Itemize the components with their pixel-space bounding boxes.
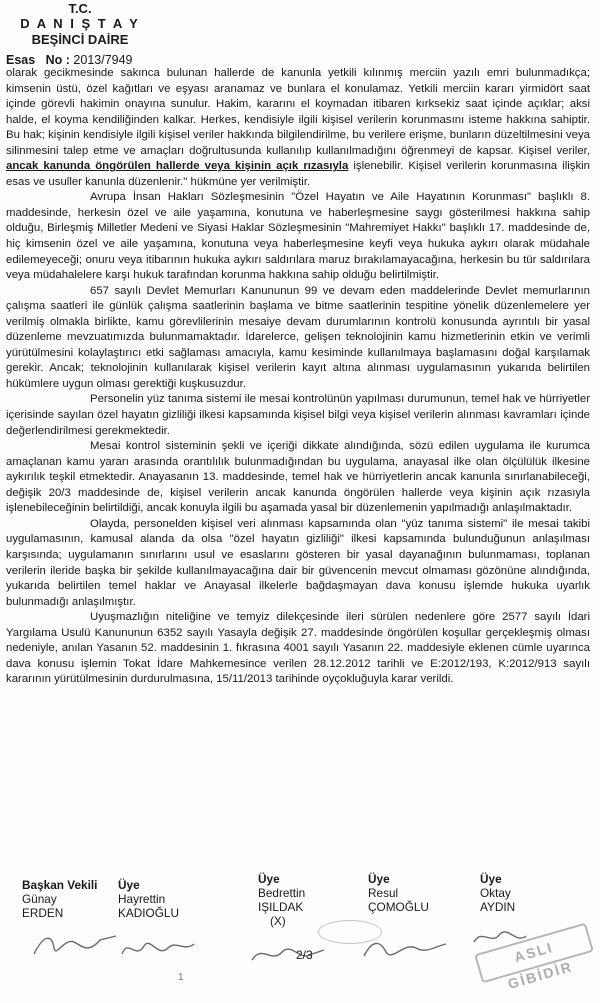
signature-first-name: Resul	[368, 886, 399, 900]
esas-label: Esas	[6, 53, 36, 67]
paragraph-2: Avrupa İnsan Hakları Sözleşmesinin "Özel Hayatın ve Aile Hayatının Korunması" başlıklı 8. maddesinde, herkesin özel ve aile yaşamına, konutuna ve haberleşmesine saygı gösterilmesi hakkına sahip olduğu, Birleşmiş Milletler Medeni ve Siyasi Haklar Sözleşmesinin "Mahremiyet Hakkı" başlıklı 17. maddesinde de, hiç kimsenin özel ve aile yaşamına, konutuna veya haberleşmesine keyfi veya hukuka aykırı olarak müdahale edilemeyeceği; onuru veya itibarının hukuka aykırı saldırılara maruz bırakılamayacağına, herkesin bu tür saldırılara veya müdahalelere karşı hukuk tarafından korunma hakkına sahip olduğu belirtilmiştir.	[6, 191, 590, 282]
signature-first-name: Oktay	[480, 886, 511, 900]
signature-first-name: Günay	[22, 892, 57, 906]
paragraph-1	[6, 66, 590, 190]
signature-last-name: ERDEN	[22, 906, 64, 920]
paragraph-4: Personelin yüz tanıma sistemi ile mesai kontrolünün yapılması durumunun, temel hak ve hürriyetler içerisinde sayılan özel hayatın gizliliği ilkesi kapsamında kişisel bilgi veya kişisel verilerin alınması kavramları içinde değerlendirilmesi gerekmektedir.	[6, 393, 590, 437]
paragraph-6: Olayda, personelden kişisel veri alınması kapsamında olan "yüz tanıma sistemi" ile mesai takibi uygulamasının, kamusal alanda da olsa "özel hayatın gizliliği" ilkesi kapsamında bulunduğunun anlaşılması karşısında; uygulamanın sınırlarını usul ve esaslarını gösteren bir yasal dayanağının bulunmaması, toplanan verilerin ileride başka bir şekilde kullanılmayacağına dair bir güvencenin mevcut olmaması gözönüne alındığında, yukarıda belirtilen temel haklar ve Anayasal ilkelerle bağdaşmayan dava konusu işlemde hukuka uyarlık bulunmadığı anlaşılmıştır.	[6, 517, 590, 608]
paragraph-7: Uyuşmazlığın niteliğine ve temyiz dilekçesinde ileri sürülen nedenlere göre 2577 sayılı İdari Yargılama Usulü Kanununun 6352 sayılı Yasayla değişik 27. maddesinde öngörülen koşullar gerçekleşmiş olması nedeniyle, anılan Yasanın 52. maddesinin 1. fıkrasına 4001 sayılı Yasanın 22. maddesiyle eklenen cümle uyarınca dava konusu işlemin Tokat İdare Mahkemesince verilen 28.12.2012 tarihli ve E:2012/193, K:2012/913 sayılı kararının yürütülmesinin durdurulmasına, 15/11/2013 tarihinde oyçokluğuyla karar verildi.	[6, 611, 590, 686]
court-seal	[318, 920, 382, 944]
signature-role: Üye	[118, 878, 140, 892]
signature-member-1	[118, 878, 179, 920]
signature-last-name: KADIOĞLU	[118, 906, 179, 920]
paragraph-1-part-b: işlenebilir. Kişisel verilerin korunmasına ilişkin esas ve usuller kanunla düzenlenir." hükmüne yer verilmiştir.	[6, 160, 591, 188]
signature-role: Başkan Vekili	[22, 878, 98, 892]
signature-role: Üye	[258, 872, 280, 886]
department-name: BEŞİNCİ DAİRE	[31, 32, 129, 47]
underlined-phrase: ancak kanunda öngörülen hallerde veya kişinin açık rızasıyla	[6, 160, 349, 173]
esas-no-label: No :	[45, 53, 70, 67]
signature-member-2	[258, 872, 305, 928]
signature-first-name: Hayrettin	[118, 892, 166, 906]
signature-role: Üye	[368, 872, 390, 886]
signature-last-name: ÇOMOĞLU	[368, 900, 429, 914]
signature-last-name: IŞILDAK	[258, 900, 304, 914]
handwritten-signature	[118, 930, 198, 964]
court-name: D A N I Ş T A Y	[20, 16, 140, 31]
handwritten-signature	[30, 928, 120, 962]
certified-copy-stamp: ASLI GİBİDİR	[474, 923, 594, 984]
paragraph-3: 657 sayılı Devlet Memurları Kanununun 99 ve devam eden maddelerinde Devlet memurlarının çalışma saatleri ile günlük çalışma saatlerinin başlama ve bitme saatlerinin tespitine yönelik düzenlemelere yer verilmiş olmakla birlikte, kamu görevlilerinin mesaiye devam durumlarının kontrolü konusunda ayrıntılı bir yasal düzenleme mevzuatımızda bulunmamaktadır. İdarelerce, gelişen teknolojinin kamu hizmetlerinin etkin ve verimli yürütülmesini kolaylaştırıcı etki sağlaması amacıyla, kamu kesiminde kullanılmaya başlamasını doğal karşılamak gerekir. Ancak; teknolojinin kullanılarak kişisel verilerin kayıt altına alınması uygulamasının yukarıda belirtilen hükümlere uygun olması gerektiği kuşkusuzdur.	[6, 284, 590, 390]
paragraph-5: Mesai kontrol sisteminin şekli ve içeriği dikkate alındığında, sözü edilen uygulama ile kurumca amaçlanan kamu yararı arasında orantılılık bulunmadığından bu uygulama, anayasal ilke olan ölçülülük ilkesine aykırılık teşkil etmektedir. Anayasanın 13. maddesinde, temel hak ve hürriyetlerin ancak kanunla sınırlanabileceği, değişik 20/3 maddesinde de, kişisel verilerin ancak kanunda öngörülen hallerde veya kişinin açık rızasıyla işlenebileceğinin belirtildiği, ancak konuyla ilgili bu aşamada yasal bir düzenlemenin yapılmadığı anlaşılmaktadır.	[6, 440, 590, 515]
esas-value: 2013/7949	[73, 53, 133, 67]
signature-role: Üye	[480, 872, 502, 886]
footer-mark: 1	[178, 972, 184, 983]
signature-first-name: Bedrettin	[258, 886, 306, 900]
page-number: 2/3	[296, 948, 313, 962]
signature-member-4	[480, 872, 515, 914]
paragraph-1-part-a: olarak gecikmesinde sakınca bulunan hallerde de kanunla yetkili kılınmış merciin yazılı emri bulunmadıkça; kimsenin üstü, özel kağıtları ve eşyası aranamaz ve bunlara el konulamaz. Yetkili merciin kararı yirmidört saat içinde görevli hakimin onayına sunulur. Hakim, kararını el koymadan itibaren kırksekiz saat içinde açıklar; aksi halde, el koyma kendiliğinden kalkar. Herkes, kendisiyle ilgili kişisel verilerin korunmasını isteme hakkına sahiptir. Bu hak; kişinin kendisiyle ilgili kişisel veriler hakkında bilgilendirilme, bu verilere erişme, bunların düzeltilmesini veya silinmesini talep etme ve amaçları doğrultusunda kullanılıp kullanılmadığını öğrenmeyi de kapsar. Kişisel veriler,	[6, 67, 590, 157]
handwritten-signature	[248, 940, 328, 968]
case-number	[6, 53, 133, 67]
signature-chair	[22, 878, 97, 920]
signature-last-name: AYDIN	[480, 900, 516, 914]
decision-body	[6, 66, 590, 688]
dissent-mark: (X)	[270, 914, 286, 928]
signature-member-3	[368, 872, 429, 914]
header-tc: T.C.	[68, 1, 92, 16]
